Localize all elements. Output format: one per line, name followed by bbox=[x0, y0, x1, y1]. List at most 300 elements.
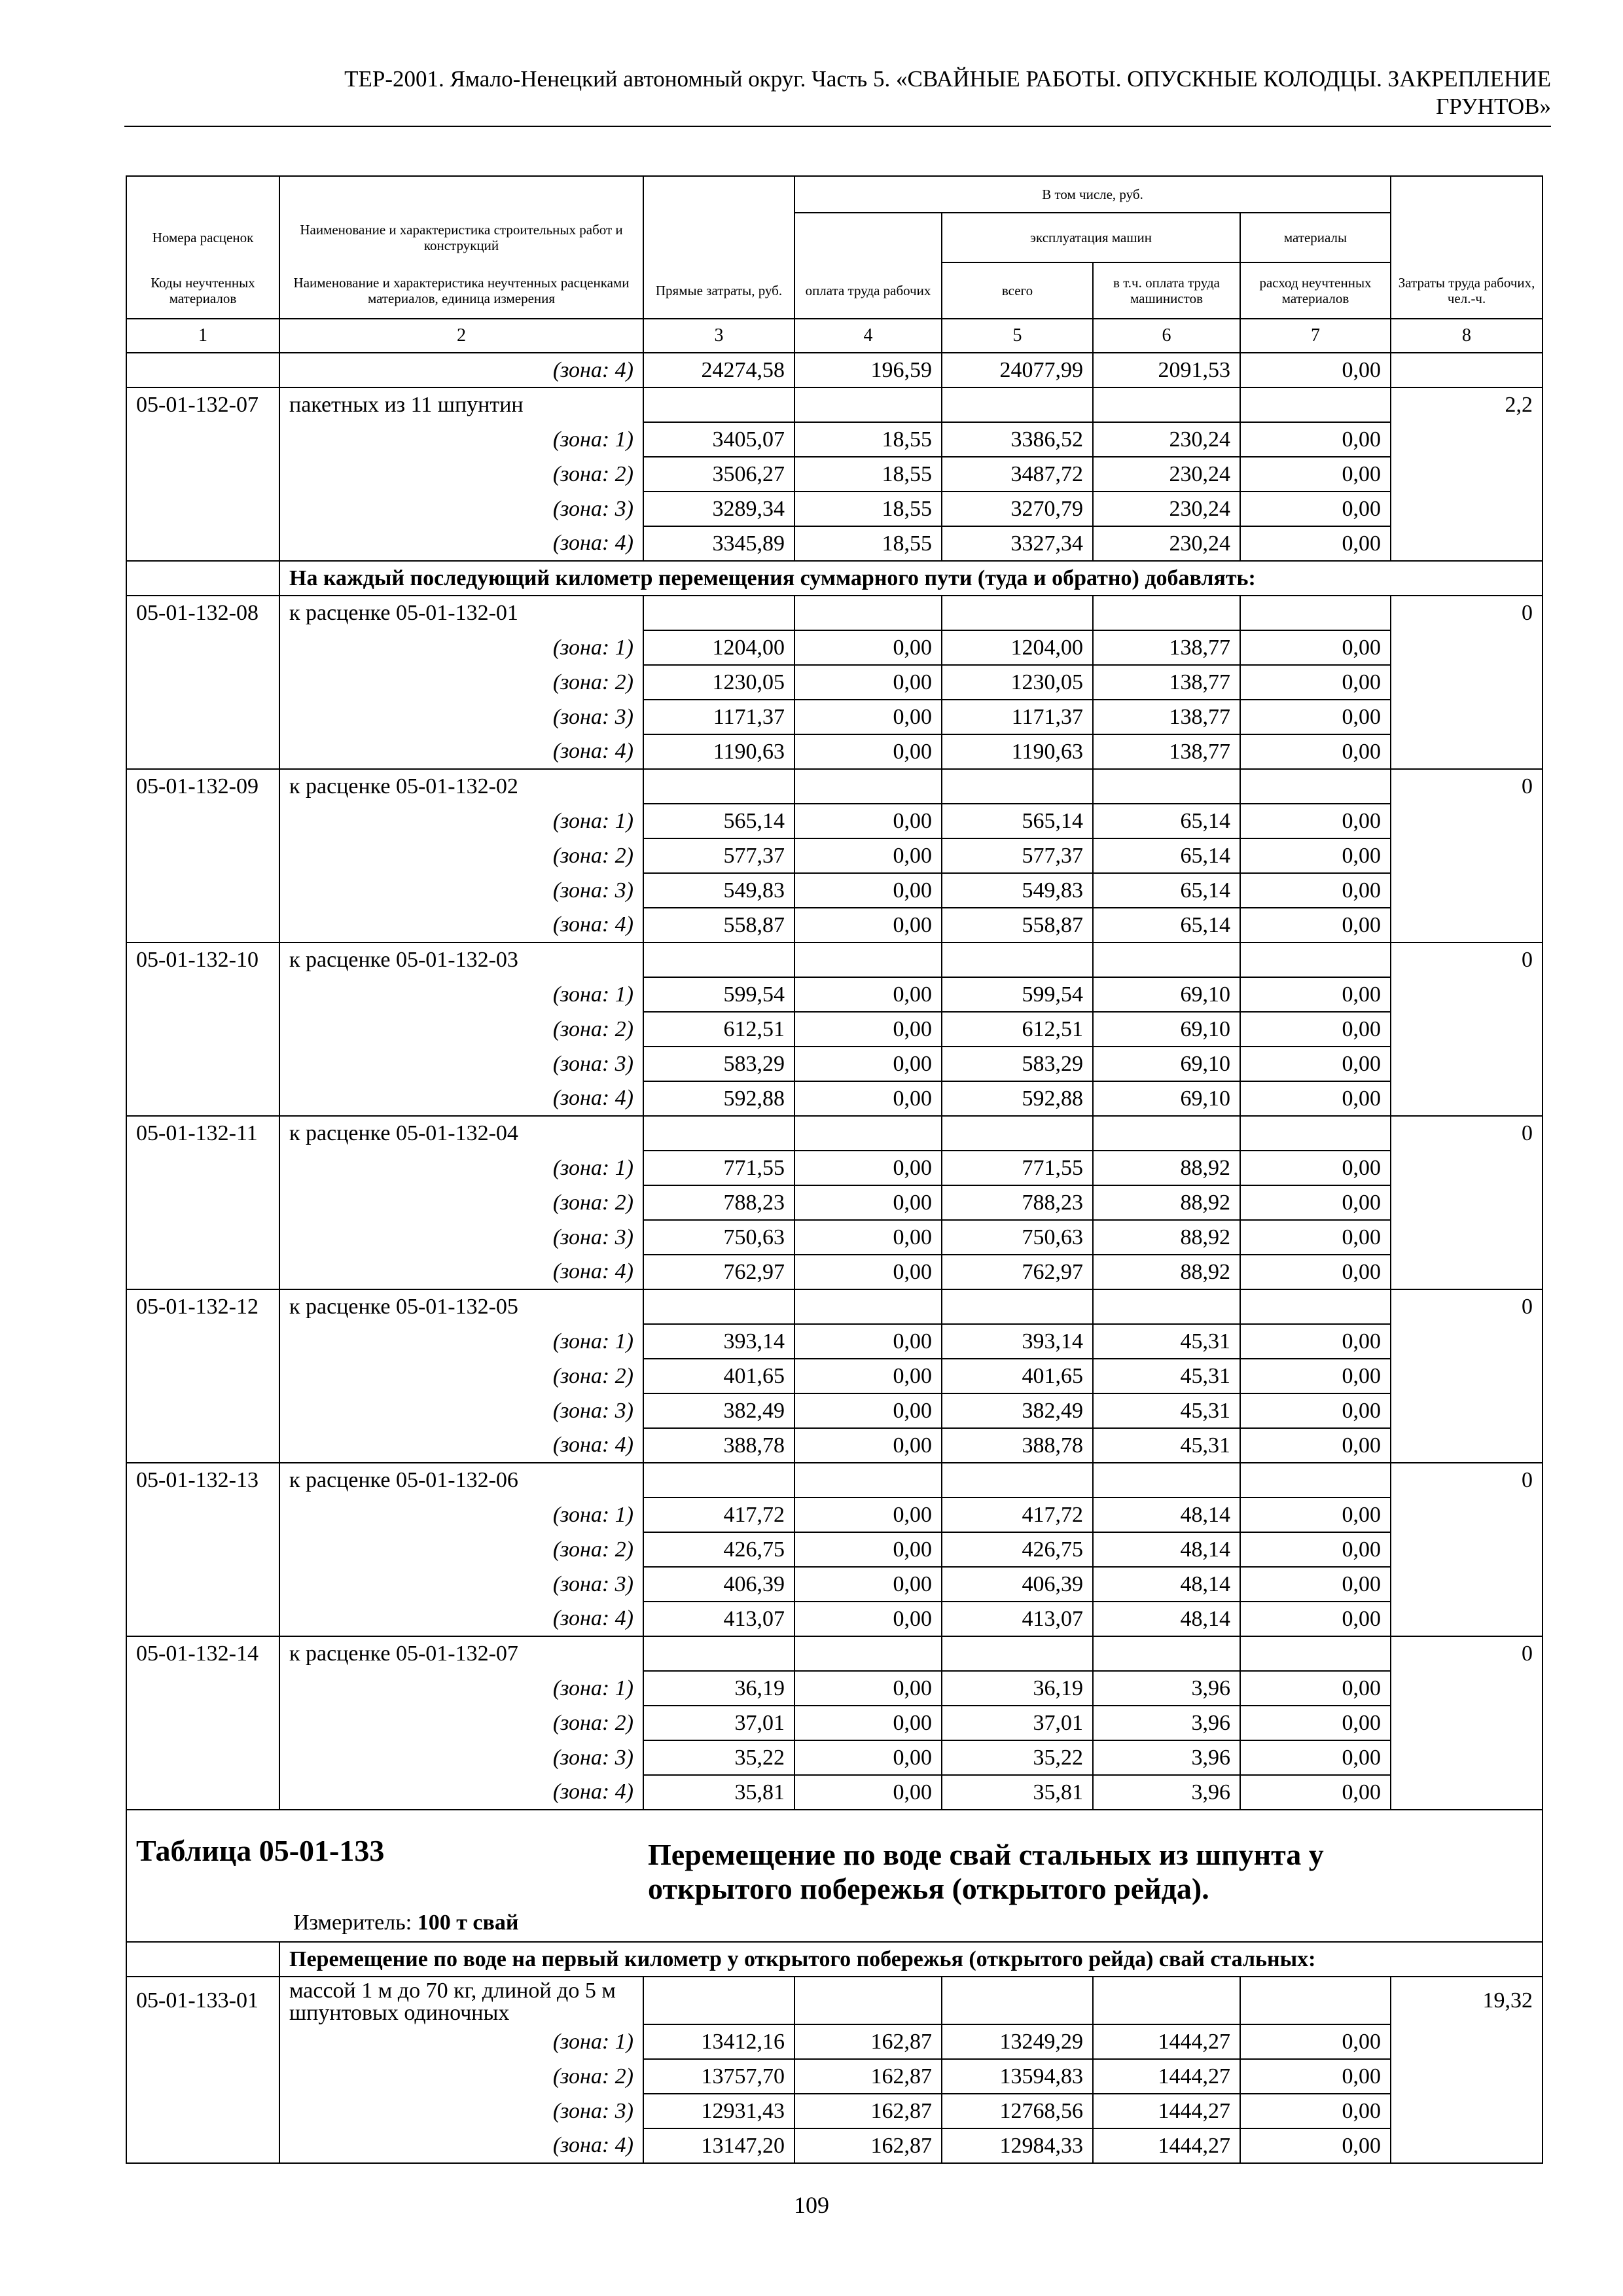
direct-cost: 788,23 bbox=[643, 1185, 794, 1220]
direct-cost: 3506,27 bbox=[643, 457, 794, 492]
materials-cost: 0,00 bbox=[1240, 457, 1391, 492]
zone-row bbox=[126, 665, 1543, 700]
machinist-labor-cost: 69,10 bbox=[1093, 1012, 1240, 1047]
materials-cost: 0,00 bbox=[1240, 804, 1391, 838]
col-number: 2 bbox=[279, 319, 643, 353]
materials-cost: 0,00 bbox=[1240, 526, 1391, 561]
zone-label: (зона: 2) bbox=[279, 1532, 643, 1567]
direct-cost: 12931,43 bbox=[643, 2094, 794, 2128]
zone-label: (зона: 4) bbox=[279, 734, 643, 769]
materials-cost: 0,00 bbox=[1240, 700, 1391, 734]
zone-label: (зона: 2) bbox=[279, 1185, 643, 1220]
direct-cost: 549,83 bbox=[643, 873, 794, 908]
machinist-labor-cost: 65,14 bbox=[1093, 838, 1240, 873]
col-name2-header: Наименование и характеристика неучтенных расценками материалов, единица измерения bbox=[279, 262, 643, 319]
materials-cost: 0,00 bbox=[1240, 1671, 1391, 1706]
machinist-labor-cost: 69,10 bbox=[1093, 1047, 1240, 1081]
col-codes-header: Номера расценок bbox=[126, 213, 279, 262]
labor-cost: 0,00 bbox=[794, 1671, 942, 1706]
zone-label: (зона: 3) bbox=[279, 2094, 643, 2128]
zone-row bbox=[126, 977, 1543, 1012]
machine-cost: 592,88 bbox=[942, 1081, 1093, 1116]
materials-cost: 0,00 bbox=[1240, 492, 1391, 526]
table-body bbox=[126, 353, 1543, 2163]
labor-cost: 196,59 bbox=[794, 353, 942, 387]
materials-cost: 0,00 bbox=[1240, 2059, 1391, 2094]
col-machines-header: эксплуатация машин bbox=[942, 213, 1240, 262]
materials-cost: 0,00 bbox=[1240, 1151, 1391, 1185]
direct-cost: 426,75 bbox=[643, 1532, 794, 1567]
zone-label: (зона: 4) bbox=[279, 1428, 643, 1463]
zone-row bbox=[126, 1185, 1543, 1220]
direct-cost: 417,72 bbox=[643, 1498, 794, 1532]
direct-cost: 592,88 bbox=[643, 1081, 794, 1116]
labor-cost: 0,00 bbox=[794, 1602, 942, 1636]
rate-name: пакетных из 11 шпунтин bbox=[279, 387, 643, 422]
zone-label: (зона: 2) bbox=[279, 1359, 643, 1393]
zone-label: (зона: 2) bbox=[279, 665, 643, 700]
labor-cost: 0,00 bbox=[794, 1428, 942, 1463]
zone-row bbox=[126, 492, 1543, 526]
rate-row bbox=[126, 942, 1543, 977]
labor-cost: 0,00 bbox=[794, 1081, 942, 1116]
machine-cost: 388,78 bbox=[942, 1428, 1093, 1463]
machinist-labor-cost: 45,31 bbox=[1093, 1428, 1240, 1463]
labor-cost: 0,00 bbox=[794, 1185, 942, 1220]
table-title-block bbox=[127, 1810, 1542, 1941]
measure-unit bbox=[293, 1910, 518, 1936]
running-header-line-1: ТЕР-2001. Ямало-Ненецкий автономный округ. Часть 5. «СВАЙНЫЕ РАБОТЫ. ОПУСКНЫЕ КОЛОДЦЫ. ЗАКРЕПЛЕНИЕ bbox=[344, 66, 1551, 92]
direct-cost: 406,39 bbox=[643, 1567, 794, 1602]
labor-cost: 0,00 bbox=[794, 873, 942, 908]
direct-cost: 413,07 bbox=[643, 1602, 794, 1636]
direct-cost: 401,65 bbox=[643, 1359, 794, 1393]
machine-cost: 24077,99 bbox=[942, 353, 1093, 387]
running-header bbox=[236, 65, 1551, 120]
machine-cost: 762,97 bbox=[942, 1255, 1093, 1289]
measure-unit-label: Измеритель: bbox=[293, 1910, 412, 1935]
zone-label: (зона: 4) bbox=[279, 1775, 643, 1810]
table-header bbox=[126, 176, 1543, 353]
zone-label: (зона: 1) bbox=[279, 1498, 643, 1532]
table-title-row bbox=[126, 1810, 1543, 1942]
labor-cost: 162,87 bbox=[794, 2094, 942, 2128]
materials-cost: 0,00 bbox=[1240, 873, 1391, 908]
materials-cost: 0,00 bbox=[1240, 1532, 1391, 1567]
machinist-labor-cost: 45,31 bbox=[1093, 1359, 1240, 1393]
zone-row bbox=[126, 457, 1543, 492]
code-cell bbox=[126, 353, 279, 387]
direct-cost: 771,55 bbox=[643, 1151, 794, 1185]
machine-cost: 406,39 bbox=[942, 1567, 1093, 1602]
machine-cost: 3327,34 bbox=[942, 526, 1093, 561]
materials-cost: 0,00 bbox=[1240, 2024, 1391, 2059]
workhours-cell bbox=[1391, 353, 1543, 387]
zone-row bbox=[126, 2024, 1543, 2059]
col-mach-labor-header: в т.ч. оплата труда машинистов bbox=[1093, 262, 1240, 319]
rate-row bbox=[126, 1977, 1543, 2024]
rate-code: 05-01-132-13 bbox=[126, 1463, 279, 1498]
machine-cost: 382,49 bbox=[942, 1393, 1093, 1428]
labor-cost: 0,00 bbox=[794, 1255, 942, 1289]
zone-label: (зона: 2) bbox=[279, 457, 643, 492]
machine-cost: 12768,56 bbox=[942, 2094, 1093, 2128]
zone-label: (зона: 4) bbox=[279, 1255, 643, 1289]
machine-cost: 417,72 bbox=[942, 1498, 1093, 1532]
direct-cost: 36,19 bbox=[643, 1671, 794, 1706]
materials-cost: 0,00 bbox=[1240, 2094, 1391, 2128]
zone-row bbox=[126, 1567, 1543, 1602]
materials-cost: 0,00 bbox=[1240, 908, 1391, 942]
direct-cost: 13412,16 bbox=[643, 2024, 794, 2059]
machine-cost: 35,22 bbox=[942, 1740, 1093, 1775]
machinist-labor-cost: 1444,27 bbox=[1093, 2059, 1240, 2094]
col-number: 6 bbox=[1093, 319, 1240, 353]
labor-cost: 0,00 bbox=[794, 1567, 942, 1602]
materials-cost: 0,00 bbox=[1240, 1498, 1391, 1532]
zone-label: (зона: 3) bbox=[279, 1220, 643, 1255]
materials-cost: 0,00 bbox=[1240, 838, 1391, 873]
workhours-value: 0 bbox=[1391, 1463, 1543, 1498]
zone-label: (зона: 1) bbox=[279, 630, 643, 665]
machinist-labor-cost: 65,14 bbox=[1093, 908, 1240, 942]
machinist-labor-cost: 3,96 bbox=[1093, 1671, 1240, 1706]
col-codes-header-top bbox=[126, 176, 279, 213]
zone-row bbox=[126, 1532, 1543, 1567]
zone-row bbox=[126, 1740, 1543, 1775]
workhours-value: 0 bbox=[1391, 1636, 1543, 1671]
zone-label: (зона: 4) bbox=[279, 1081, 643, 1116]
labor-cost: 162,87 bbox=[794, 2024, 942, 2059]
machine-cost: 426,75 bbox=[942, 1532, 1093, 1567]
direct-cost: 24274,58 bbox=[643, 353, 794, 387]
materials-cost: 0,00 bbox=[1240, 977, 1391, 1012]
col-number: 1 bbox=[126, 319, 279, 353]
workhours-value: 0 bbox=[1391, 942, 1543, 977]
machine-cost: 583,29 bbox=[942, 1047, 1093, 1081]
zone-row bbox=[126, 1012, 1543, 1047]
materials-cost: 0,00 bbox=[1240, 1706, 1391, 1740]
rate-row bbox=[126, 1116, 1543, 1151]
zone-row bbox=[126, 1706, 1543, 1740]
materials-cost: 0,00 bbox=[1240, 1255, 1391, 1289]
rate-row bbox=[126, 387, 1543, 422]
labor-cost: 0,00 bbox=[794, 1220, 942, 1255]
materials-cost: 0,00 bbox=[1240, 630, 1391, 665]
rate-row bbox=[126, 1289, 1543, 1324]
zone-label: (зона: 4) bbox=[279, 1602, 643, 1636]
labor-cost: 0,00 bbox=[794, 1498, 942, 1532]
direct-cost: 612,51 bbox=[643, 1012, 794, 1047]
direct-cost: 382,49 bbox=[643, 1393, 794, 1428]
machine-cost: 3270,79 bbox=[942, 492, 1093, 526]
labor-cost: 0,00 bbox=[794, 665, 942, 700]
machinist-labor-cost: 69,10 bbox=[1093, 977, 1240, 1012]
machinist-labor-cost: 45,31 bbox=[1093, 1393, 1240, 1428]
zone-row bbox=[126, 2059, 1543, 2094]
machine-cost: 393,14 bbox=[942, 1324, 1093, 1359]
col-incl-header: В том числе, руб. bbox=[794, 176, 1391, 213]
zone-row bbox=[126, 1602, 1543, 1636]
materials-cost: 0,00 bbox=[1240, 1428, 1391, 1463]
zone-label: (зона: 4) bbox=[279, 908, 643, 942]
zone-row bbox=[126, 526, 1543, 561]
rate-code: 05-01-132-10 bbox=[126, 942, 279, 977]
zone-label: (зона: 2) bbox=[279, 1706, 643, 1740]
materials-cost: 0,00 bbox=[1240, 1324, 1391, 1359]
workhours-value: 19,32 bbox=[1391, 1977, 1543, 2024]
machine-cost: 13249,29 bbox=[942, 2024, 1093, 2059]
materials-cost: 0,00 bbox=[1240, 1602, 1391, 1636]
col-number: 4 bbox=[794, 319, 942, 353]
direct-cost: 762,97 bbox=[643, 1255, 794, 1289]
zone-row bbox=[126, 1047, 1543, 1081]
materials-cost: 0,00 bbox=[1240, 1740, 1391, 1775]
labor-cost: 0,00 bbox=[794, 1775, 942, 1810]
labor-cost: 0,00 bbox=[794, 1047, 942, 1081]
table-label: Таблица 05-01-133 bbox=[136, 1834, 385, 1867]
zone-label: (зона: 1) bbox=[279, 2024, 643, 2059]
rate-code: 05-01-133-01 bbox=[126, 1977, 279, 2024]
zone-label: (зона: 1) bbox=[279, 1151, 643, 1185]
zone-row bbox=[126, 1498, 1543, 1532]
direct-cost: 558,87 bbox=[643, 908, 794, 942]
machinist-labor-cost: 88,92 bbox=[1093, 1185, 1240, 1220]
rate-name: к расценке 05-01-132-04 bbox=[279, 1116, 643, 1151]
zone-label: (зона: 1) bbox=[279, 977, 643, 1012]
zone-label: (зона: 2) bbox=[279, 2059, 643, 2094]
machine-cost: 3386,52 bbox=[942, 422, 1093, 457]
zone-label: (зона: 1) bbox=[279, 804, 643, 838]
machine-cost: 771,55 bbox=[942, 1151, 1093, 1185]
zone-row bbox=[126, 1393, 1543, 1428]
labor-cost: 162,87 bbox=[794, 2059, 942, 2094]
machinist-labor-cost: 138,77 bbox=[1093, 700, 1240, 734]
machinist-labor-cost: 3,96 bbox=[1093, 1706, 1240, 1740]
labor-cost: 18,55 bbox=[794, 492, 942, 526]
labor-cost: 0,00 bbox=[794, 1740, 942, 1775]
section-heading-row bbox=[126, 561, 1543, 596]
zone-label: (зона: 3) bbox=[279, 1740, 643, 1775]
workhours-value: 0 bbox=[1391, 1116, 1543, 1151]
col-labor-header: оплата труда рабочих bbox=[794, 262, 942, 319]
materials-cost: 0,00 bbox=[1240, 734, 1391, 769]
machinist-labor-cost: 88,92 bbox=[1093, 1151, 1240, 1185]
materials-cost: 0,00 bbox=[1240, 1185, 1391, 1220]
col-codes2-header: Коды неучтенных материалов bbox=[126, 262, 279, 319]
rate-name: к расценке 05-01-132-07 bbox=[279, 1636, 643, 1671]
running-header-line-2: ГРУНТОВ» bbox=[1436, 94, 1551, 119]
zone-row bbox=[126, 422, 1543, 457]
machinist-labor-cost: 45,31 bbox=[1093, 1324, 1240, 1359]
machinist-labor-cost: 48,14 bbox=[1093, 1567, 1240, 1602]
col-number: 3 bbox=[643, 319, 794, 353]
materials-cost: 0,00 bbox=[1240, 2128, 1391, 2163]
machinist-labor-cost: 48,14 bbox=[1093, 1532, 1240, 1567]
direct-cost: 13147,20 bbox=[643, 2128, 794, 2163]
machine-cost: 612,51 bbox=[942, 1012, 1093, 1047]
col-unacc-header: расход неучтенных материалов bbox=[1240, 262, 1391, 319]
labor-cost: 0,00 bbox=[794, 1532, 942, 1567]
header-rule bbox=[124, 126, 1551, 127]
labor-cost: 0,00 bbox=[794, 630, 942, 665]
materials-cost: 0,00 bbox=[1240, 1047, 1391, 1081]
machine-cost: 13594,83 bbox=[942, 2059, 1093, 2094]
zone-label: (зона: 3) bbox=[279, 700, 643, 734]
zone-row bbox=[126, 1671, 1543, 1706]
labor-cost: 0,00 bbox=[794, 838, 942, 873]
machinist-labor-cost: 1444,27 bbox=[1093, 2128, 1240, 2163]
machinist-labor-cost: 230,24 bbox=[1093, 422, 1240, 457]
materials-cost: 0,00 bbox=[1240, 1775, 1391, 1810]
rate-name: к расценке 05-01-132-02 bbox=[279, 769, 643, 804]
rate-name: к расценке 05-01-132-05 bbox=[279, 1289, 643, 1324]
materials-cost: 0,00 bbox=[1240, 1012, 1391, 1047]
machine-cost: 788,23 bbox=[942, 1185, 1093, 1220]
zone-row bbox=[126, 1359, 1543, 1393]
workhours-value: 0 bbox=[1391, 769, 1543, 804]
rate-name: к расценке 05-01-132-01 bbox=[279, 596, 643, 630]
rates-table-area bbox=[126, 175, 1542, 2164]
table-row bbox=[126, 353, 1543, 387]
direct-cost: 13757,70 bbox=[643, 2059, 794, 2094]
zone-label: (зона: 3) bbox=[279, 492, 643, 526]
machinist-labor-cost: 138,77 bbox=[1093, 630, 1240, 665]
zone-label: (зона: 4) bbox=[279, 2128, 643, 2163]
section-heading-row bbox=[126, 1942, 1543, 1977]
machinist-labor-cost: 230,24 bbox=[1093, 492, 1240, 526]
direct-cost: 388,78 bbox=[643, 1428, 794, 1463]
machinist-labor-cost: 3,96 bbox=[1093, 1740, 1240, 1775]
machine-cost: 1190,63 bbox=[942, 734, 1093, 769]
rates-table bbox=[126, 175, 1543, 2164]
col-number: 5 bbox=[942, 319, 1093, 353]
direct-cost: 599,54 bbox=[643, 977, 794, 1012]
labor-cost: 0,00 bbox=[794, 908, 942, 942]
labor-cost: 0,00 bbox=[794, 734, 942, 769]
machinist-labor-cost: 230,24 bbox=[1093, 457, 1240, 492]
machinist-labor-cost: 48,14 bbox=[1093, 1498, 1240, 1532]
machine-cost: 37,01 bbox=[942, 1706, 1093, 1740]
machinist-labor-cost: 2091,53 bbox=[1093, 353, 1240, 387]
machine-cost: 401,65 bbox=[942, 1359, 1093, 1393]
labor-cost: 18,55 bbox=[794, 422, 942, 457]
rate-code: 05-01-132-09 bbox=[126, 769, 279, 804]
page-number: 109 bbox=[794, 2192, 829, 2218]
rate-row bbox=[126, 596, 1543, 630]
zone-label: (зона: 4) bbox=[279, 353, 643, 387]
col-name-header: Наименование и характеристика строительных работ и конструкций bbox=[279, 213, 643, 262]
zone-label: (зона: 3) bbox=[279, 1567, 643, 1602]
direct-cost: 583,29 bbox=[643, 1047, 794, 1081]
machine-cost: 36,19 bbox=[942, 1671, 1093, 1706]
labor-cost: 0,00 bbox=[794, 977, 942, 1012]
zone-row bbox=[126, 734, 1543, 769]
rate-name: к расценке 05-01-132-03 bbox=[279, 942, 643, 977]
zone-row bbox=[126, 630, 1543, 665]
rate-name: массой 1 м до 70 кг, длиной до 5 м шпунтовых одиночных bbox=[279, 1977, 643, 2024]
materials-cost: 0,00 bbox=[1240, 1393, 1391, 1428]
section-heading: Перемещение по воде на первый километр у открытого побережья (открытого рейда) свай стальных: bbox=[279, 1942, 1543, 1977]
materials-cost: 0,00 bbox=[1240, 1220, 1391, 1255]
measure-unit-value: 100 т свай bbox=[417, 1910, 519, 1935]
machine-cost: 1204,00 bbox=[942, 630, 1093, 665]
table-title: Перемещение по воде свай стальных из шпунта у открытого побережья (открытого рейда). bbox=[648, 1838, 1324, 1905]
zone-label: (зона: 2) bbox=[279, 838, 643, 873]
col-workhours-header-mid bbox=[1391, 213, 1543, 262]
zone-label: (зона: 3) bbox=[279, 873, 643, 908]
machinist-labor-cost: 88,92 bbox=[1093, 1220, 1240, 1255]
direct-cost: 3405,07 bbox=[643, 422, 794, 457]
zone-label: (зона: 1) bbox=[279, 422, 643, 457]
materials-cost: 0,00 bbox=[1240, 422, 1391, 457]
zone-row bbox=[126, 2128, 1543, 2163]
rate-code: 05-01-132-14 bbox=[126, 1636, 279, 1671]
zone-label: (зона: 1) bbox=[279, 1671, 643, 1706]
zone-row bbox=[126, 2094, 1543, 2128]
materials-cost: 0,00 bbox=[1240, 665, 1391, 700]
rate-name: к расценке 05-01-132-06 bbox=[279, 1463, 643, 1498]
machine-cost: 3487,72 bbox=[942, 457, 1093, 492]
zone-row bbox=[126, 1428, 1543, 1463]
machinist-labor-cost: 88,92 bbox=[1093, 1255, 1240, 1289]
rate-code: 05-01-132-07 bbox=[126, 387, 279, 422]
machinist-labor-cost: 1444,27 bbox=[1093, 2024, 1240, 2059]
labor-cost: 0,00 bbox=[794, 700, 942, 734]
zone-row bbox=[126, 700, 1543, 734]
section-heading: На каждый последующий километр перемещения суммарного пути (туда и обратно) добавлять: bbox=[279, 561, 1543, 596]
direct-cost: 3289,34 bbox=[643, 492, 794, 526]
direct-cost: 1190,63 bbox=[643, 734, 794, 769]
direct-cost: 565,14 bbox=[643, 804, 794, 838]
col-name-header-top bbox=[279, 176, 643, 213]
col-total-header: всего bbox=[942, 262, 1093, 319]
zone-label: (зона: 3) bbox=[279, 1393, 643, 1428]
rate-code: 05-01-132-12 bbox=[126, 1289, 279, 1324]
machine-cost: 12984,33 bbox=[942, 2128, 1093, 2163]
direct-cost: 577,37 bbox=[643, 838, 794, 873]
zone-row bbox=[126, 1324, 1543, 1359]
direct-cost: 393,14 bbox=[643, 1324, 794, 1359]
materials-cost: 0,00 bbox=[1240, 1359, 1391, 1393]
zone-row bbox=[126, 804, 1543, 838]
machine-cost: 577,37 bbox=[942, 838, 1093, 873]
labor-cost: 0,00 bbox=[794, 1393, 942, 1428]
direct-cost: 35,22 bbox=[643, 1740, 794, 1775]
col-workhours-header-top bbox=[1391, 176, 1543, 213]
labor-cost: 0,00 bbox=[794, 1706, 942, 1740]
zone-label: (зона: 2) bbox=[279, 1012, 643, 1047]
col-direct-header-mid bbox=[643, 213, 794, 262]
machine-cost: 558,87 bbox=[942, 908, 1093, 942]
machine-cost: 565,14 bbox=[942, 804, 1093, 838]
workhours-value: 2,2 bbox=[1391, 387, 1543, 422]
rate-code: 05-01-132-08 bbox=[126, 596, 279, 630]
machine-cost: 599,54 bbox=[942, 977, 1093, 1012]
machinist-labor-cost: 65,14 bbox=[1093, 873, 1240, 908]
workhours-value: 0 bbox=[1391, 1289, 1543, 1324]
col-number: 7 bbox=[1240, 319, 1391, 353]
machinist-labor-cost: 1444,27 bbox=[1093, 2094, 1240, 2128]
direct-cost: 750,63 bbox=[643, 1220, 794, 1255]
machinist-labor-cost: 48,14 bbox=[1093, 1602, 1240, 1636]
machine-cost: 549,83 bbox=[942, 873, 1093, 908]
col-direct-header: Прямые затраты, руб. bbox=[643, 262, 794, 319]
rate-row bbox=[126, 1636, 1543, 1671]
zone-row bbox=[126, 908, 1543, 942]
direct-cost: 35,81 bbox=[643, 1775, 794, 1810]
col-number: 8 bbox=[1391, 319, 1543, 353]
